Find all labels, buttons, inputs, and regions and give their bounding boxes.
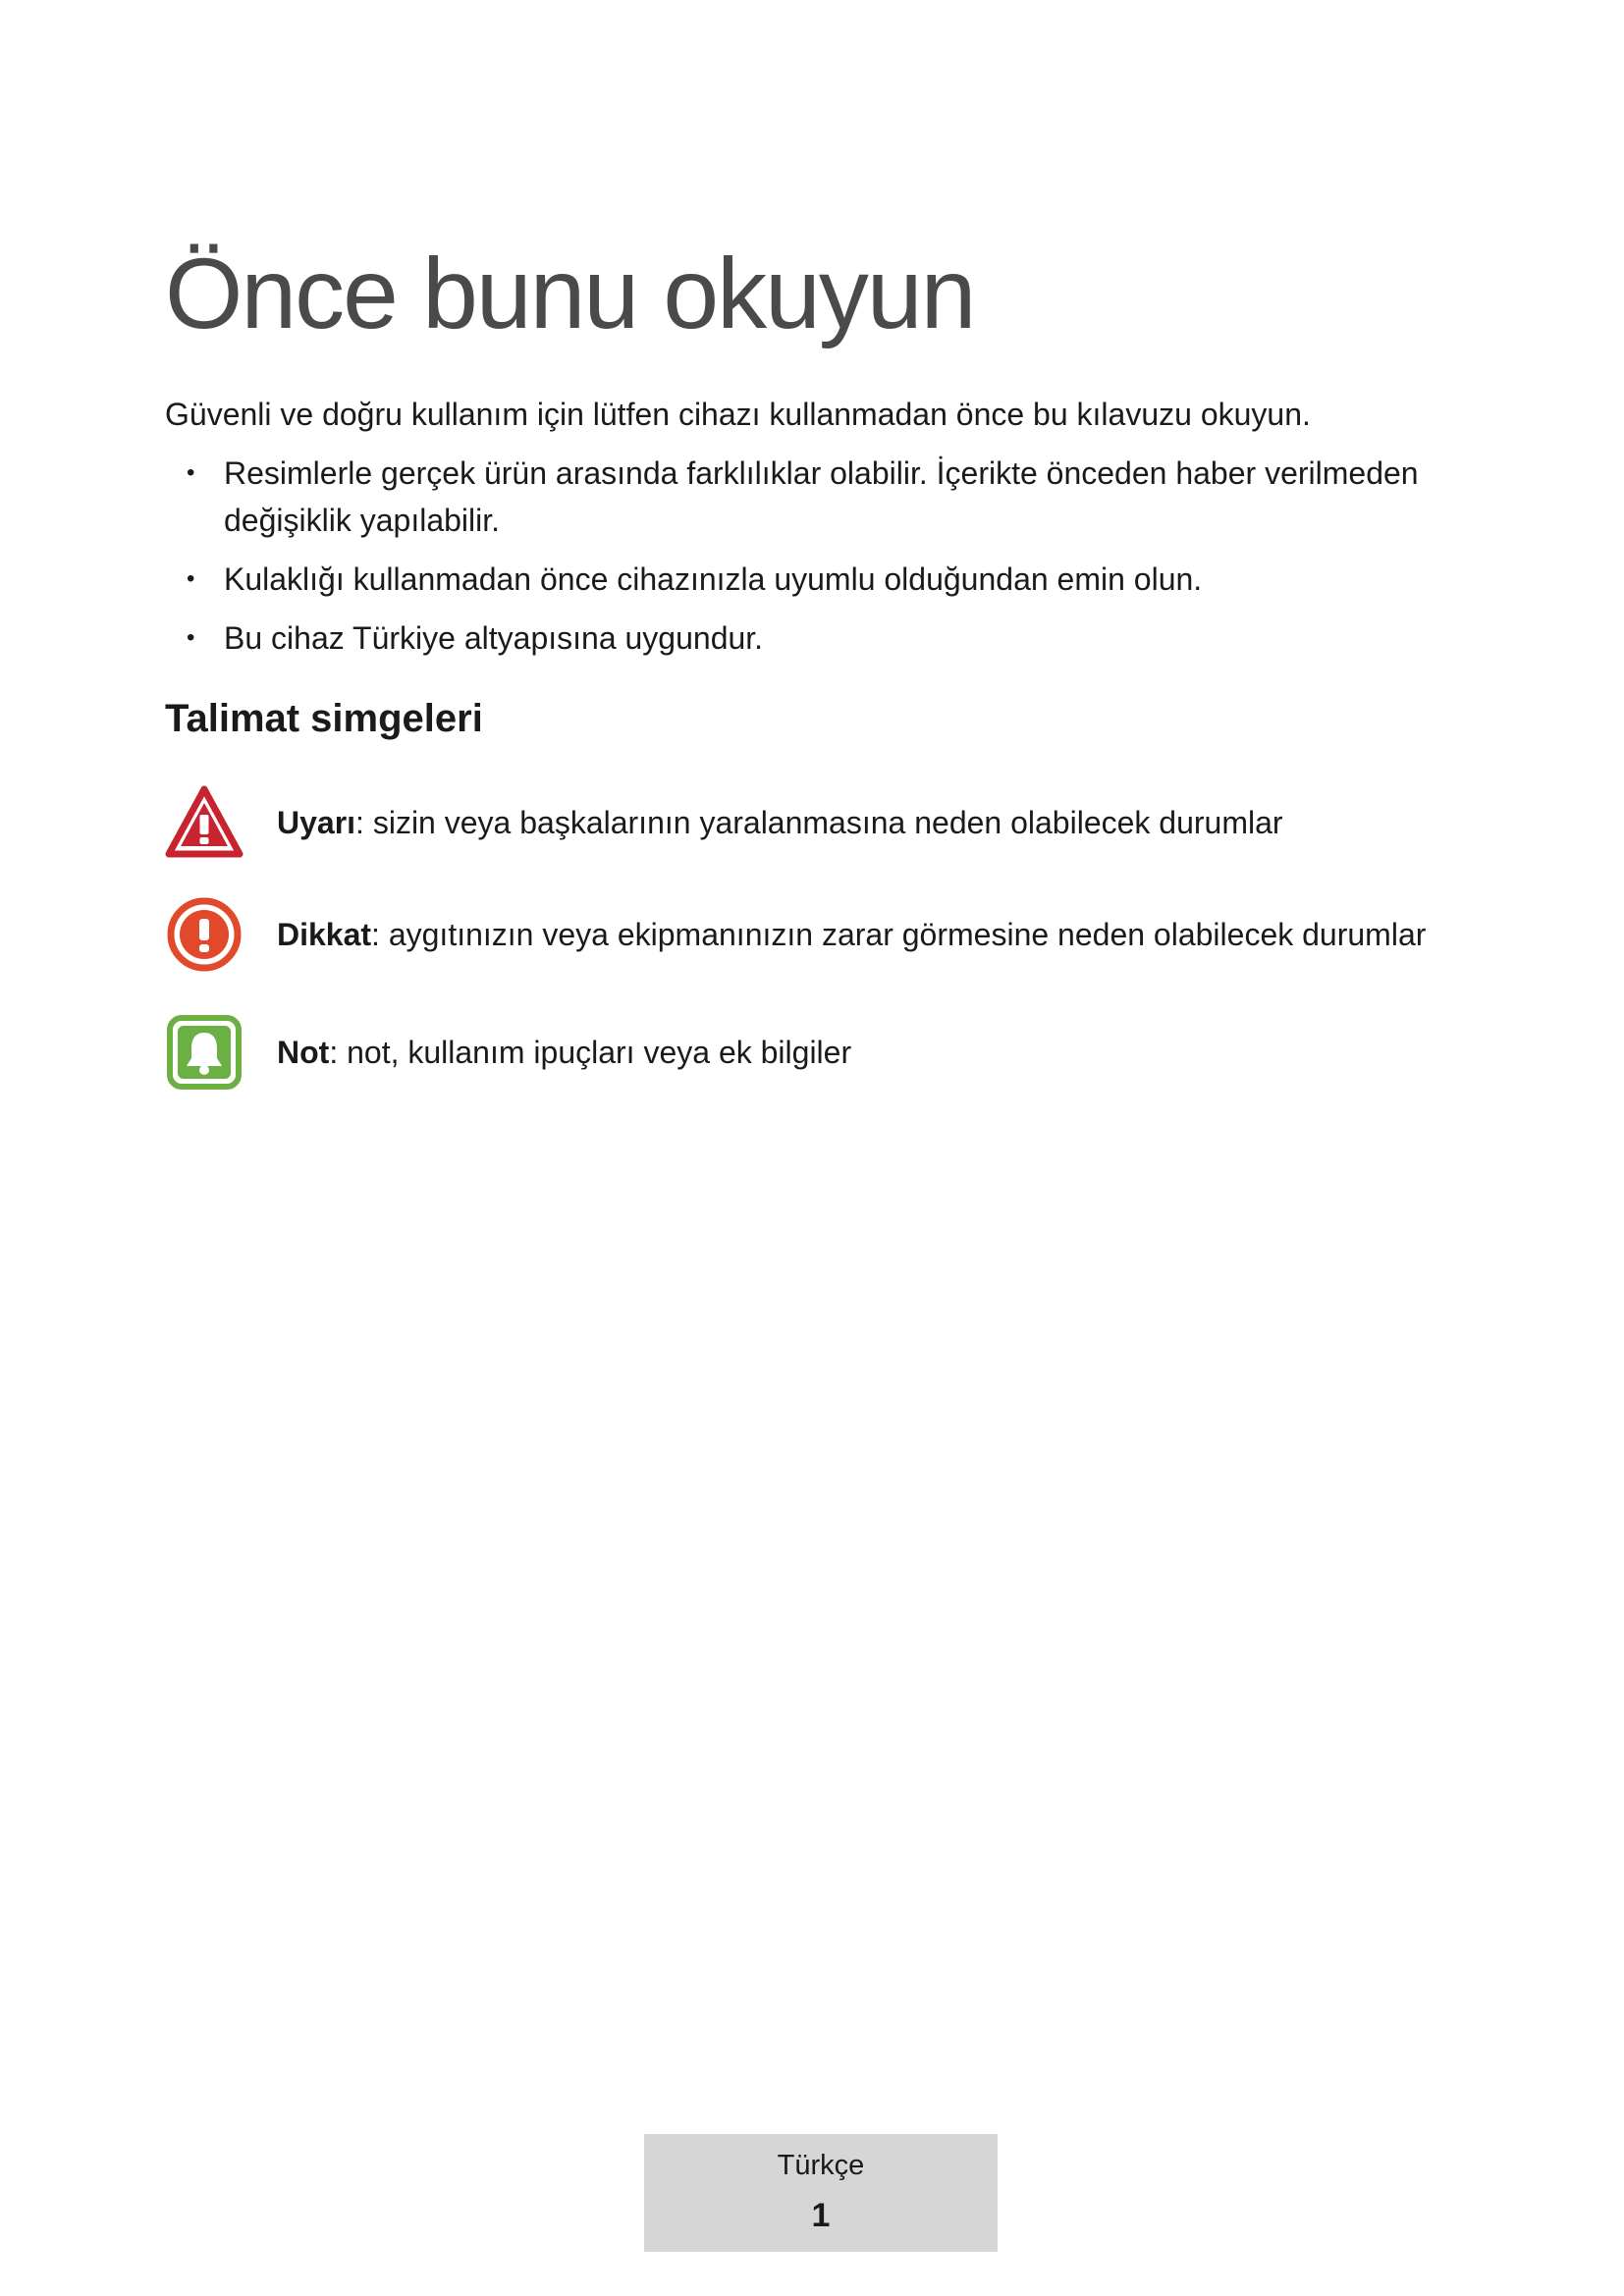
bullet-dot: • <box>187 459 195 486</box>
bullet-dot: • <box>187 624 195 651</box>
notice-label: Uyarı <box>277 805 356 840</box>
notice-description: : not, kullanım ipuçları veya ek bilgiler <box>329 1035 852 1070</box>
notice-caution <box>165 895 1500 974</box>
list-item <box>165 614 1481 662</box>
page-title: Önce bunu okuyun <box>165 238 975 349</box>
list-item <box>165 450 1481 544</box>
bullet-dot: • <box>187 565 195 592</box>
bullet-list <box>165 450 1481 673</box>
warning-triangle-icon <box>165 783 244 862</box>
list-item <box>165 556 1481 603</box>
notice-description: : aygıtınızın veya ekipmanınızın zarar görmesine neden olabilecek durumlar <box>371 917 1427 952</box>
notice-label: Dikkat <box>277 917 372 952</box>
notice-label: Not <box>277 1035 330 1070</box>
list-item-text: Resimlerle gerçek ürün arasında farklılıklar olabilir. İçerikte önceden haber verilmeden değişiklik yapılabilir. <box>224 455 1419 538</box>
list-item-text: Bu cihaz Türkiye altyapısına uygundur. <box>224 620 764 656</box>
notice-text <box>277 803 1283 842</box>
notice-description: : sizin veya başkalarının yaralanmasına neden olabilecek durumlar <box>355 805 1283 840</box>
notice-warning <box>165 783 1500 862</box>
caution-exclamation-icon <box>165 895 244 974</box>
footer-language: Türkçe <box>777 2150 865 2181</box>
section-title: Talimat simgeleri <box>165 697 483 740</box>
notice-text <box>277 1033 851 1072</box>
page-number: 1 <box>811 2197 831 2234</box>
note-bell-icon <box>165 1013 244 1092</box>
notice-note <box>165 1013 1500 1092</box>
notice-text <box>277 915 1426 954</box>
intro-text: Güvenli ve doğru kullanım için lütfen cihazı kullanmadan önce bu kılavuzu okuyun. <box>165 397 1311 432</box>
page-footer <box>644 2134 998 2252</box>
list-item-text: Kulaklığı kullanmadan önce cihazınızla uyumlu olduğundan emin olun. <box>224 561 1203 597</box>
